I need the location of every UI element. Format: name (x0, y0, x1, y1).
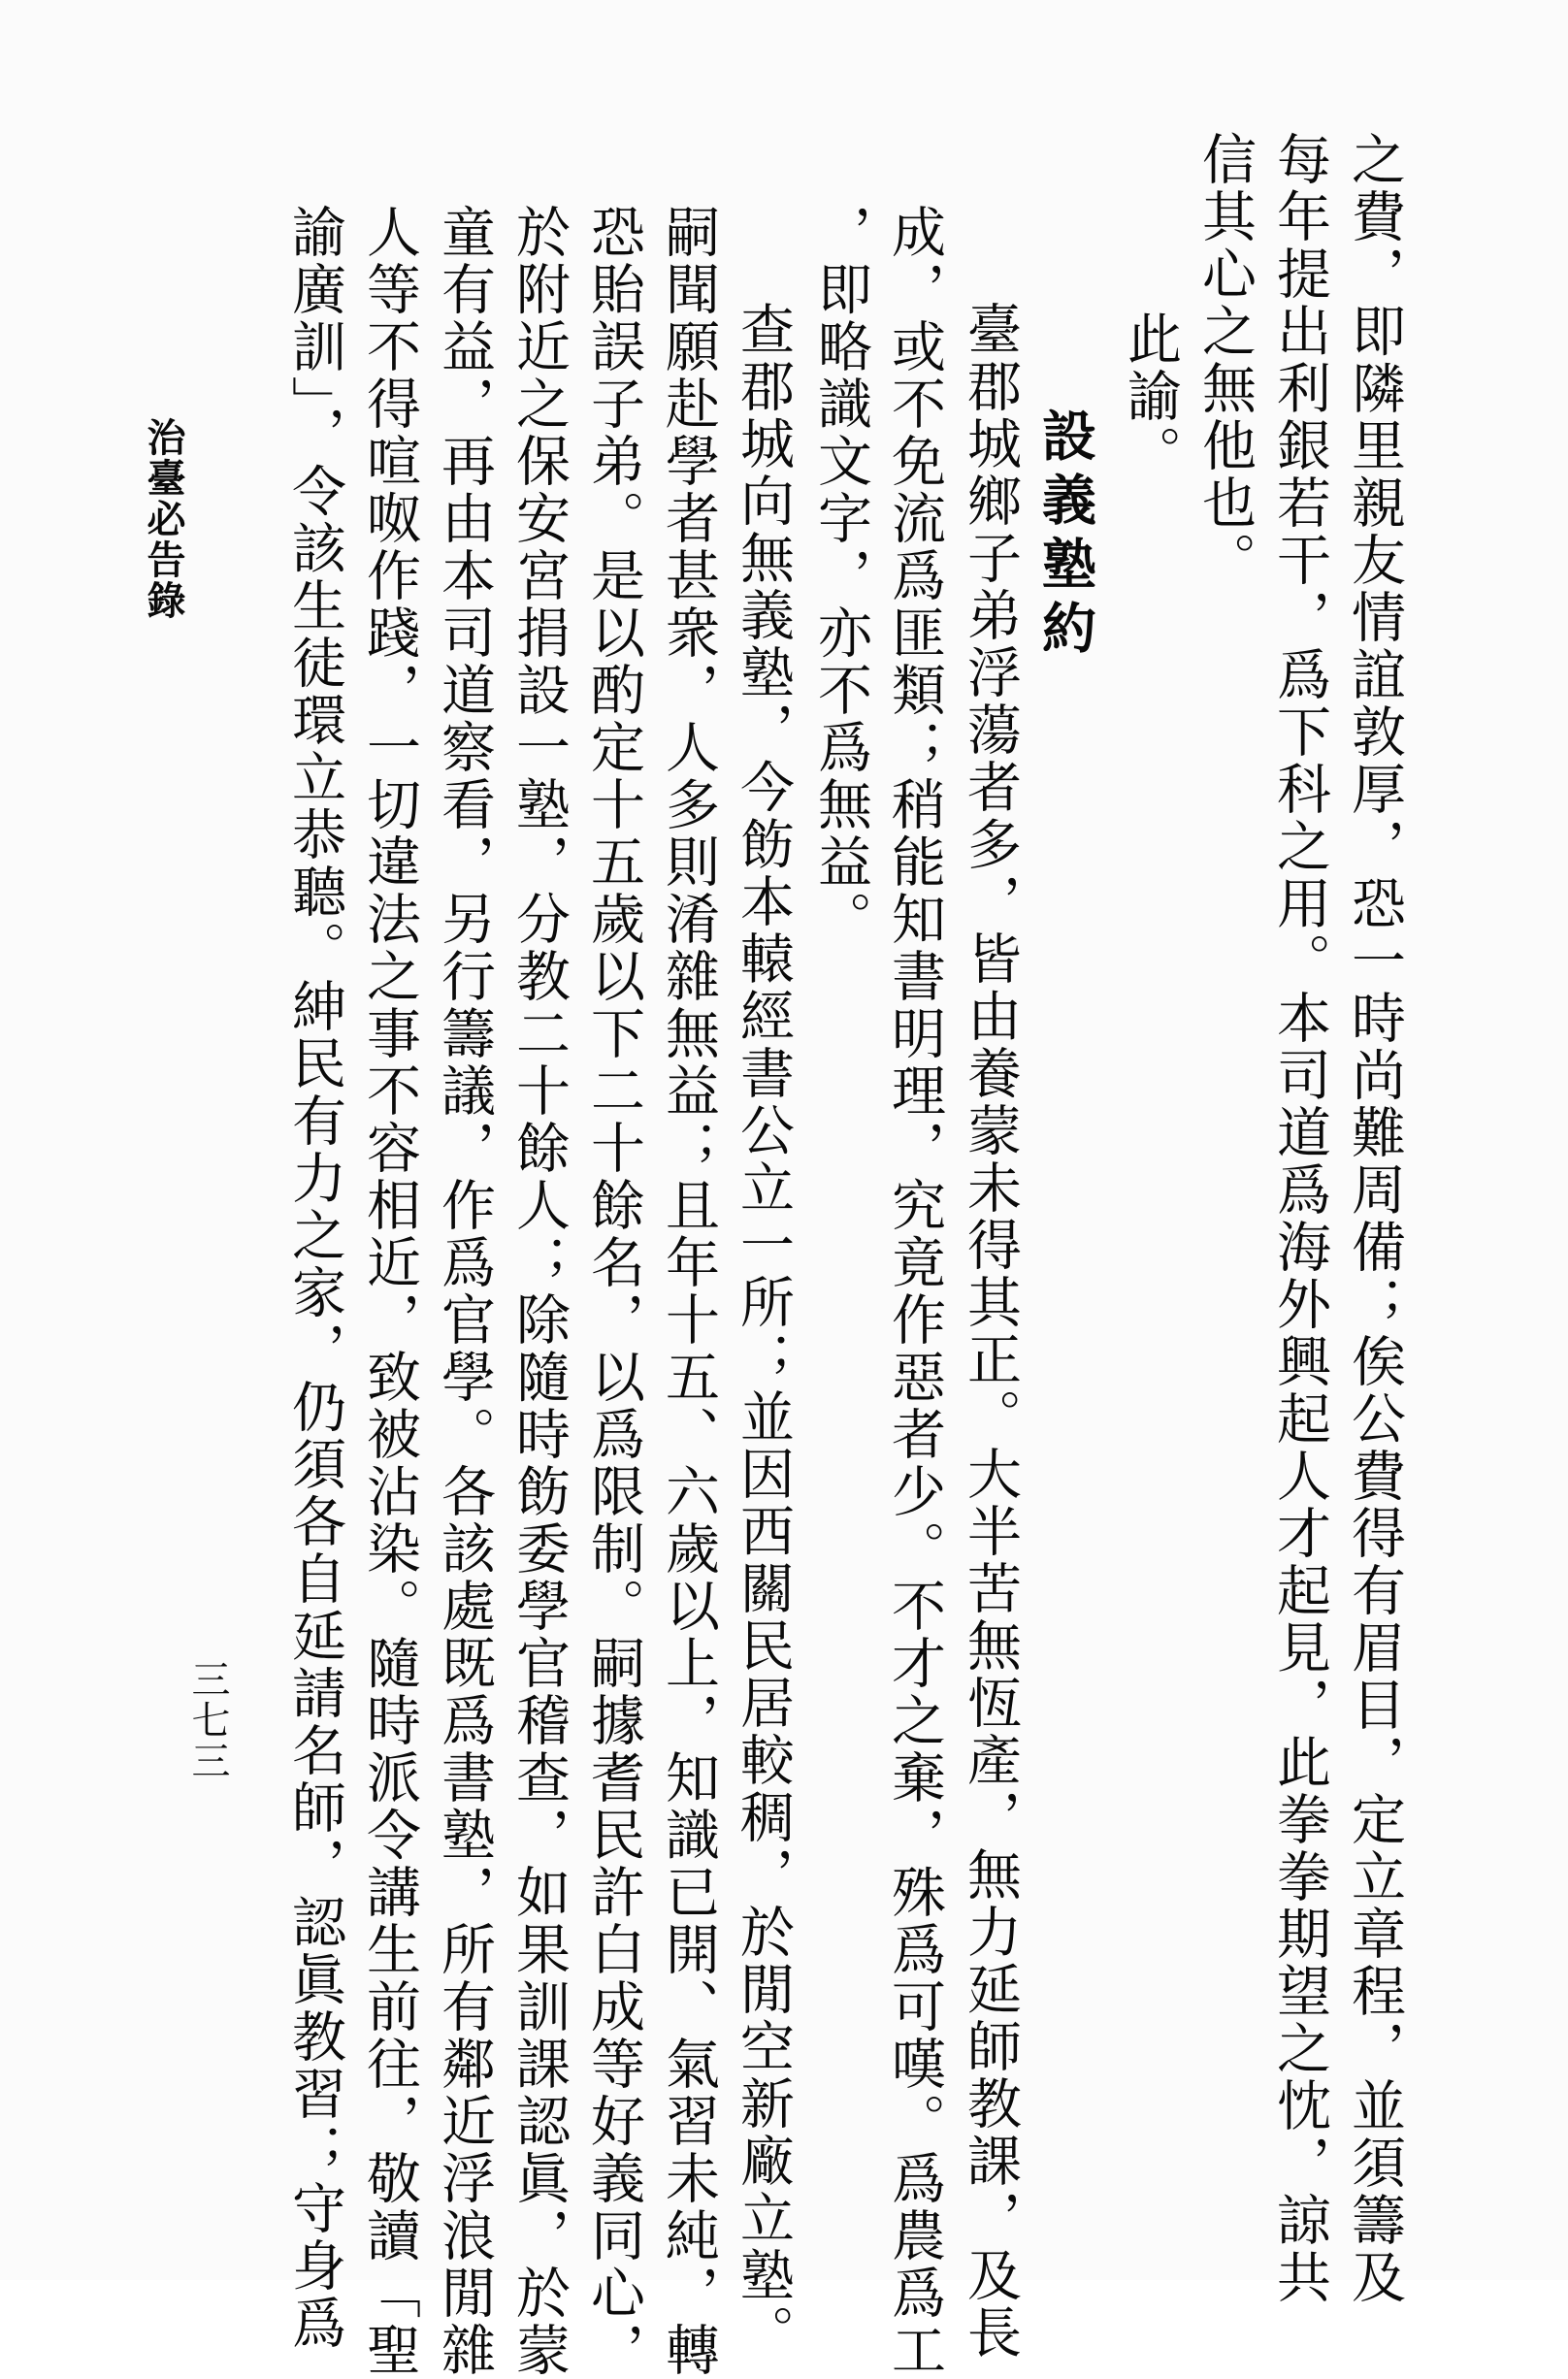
text-column-13: 童有益，再由本司道察看，另行籌議，作爲官學。各該處既爲書塾，所有鄰近浮浪閒雜 (433, 204, 496, 2379)
text-column-8: ，即略識文字，亦不爲無益。 (809, 204, 872, 948)
text-column-10: 嗣聞願赴學者甚衆，人多則淆雜無益；且年十五、六歲以上，知識已開、氣習未純，轉 (657, 204, 720, 2379)
text-column-1: 之費，即隣里親友情誼敦厚，恐一時尚難周備；俟公費得有眉目，定立章程，並須籌及 (1343, 131, 1406, 2306)
text-column-3: 信其心之無他也。 (1193, 131, 1257, 589)
text-column-7: 成，或不免流爲匪類；稍能知書明理，究竟作惡者少。不才之棄，殊爲可嘆。爲農爲工 (883, 204, 946, 2379)
text-column-11: 恐貽誤子弟。是以酌定十五歲以下二十餘名，以爲限制。嗣據耆民許白成等好義同心， (582, 204, 645, 2379)
text-column-12: 於附近之保安宮捐設一塾，分教二十餘人；除隨時飭委學官稽查，如果訓課認眞，於蒙 (507, 204, 571, 2379)
section-title: 設義塾約 (1033, 407, 1097, 664)
book-title: 治臺必告錄 (141, 417, 186, 621)
text-column-6: 臺郡城鄉子弟浮蕩者多，皆由養蒙未得其正。大半苦無恆產，無力延師教課，及長 (959, 301, 1022, 2362)
page-number: 三七三 (185, 1659, 230, 1781)
text-column-15: 諭廣訓」，令該生徒環立恭聽。紳民有力之家，仍須各自延請名師，認眞教習；守身爲 (283, 204, 346, 2352)
text-column-4: 此諭。 (1119, 310, 1182, 482)
text-column-2: 每年提出利銀若干，爲下科之用。本司道爲海外興起人才起見，此拳拳期望之忱，諒共 (1268, 131, 1331, 2306)
text-column-9: 查郡城向無義塾，今飭本轅經書公立一所；並因西關民居較稠，於閒空新廠立塾。 (732, 301, 795, 2362)
text-column-14: 人等不得喧呶作踐，一切違法之事不容相近，致被沾染。隨時派令講生前往，敬讀「聖 (358, 204, 421, 2379)
